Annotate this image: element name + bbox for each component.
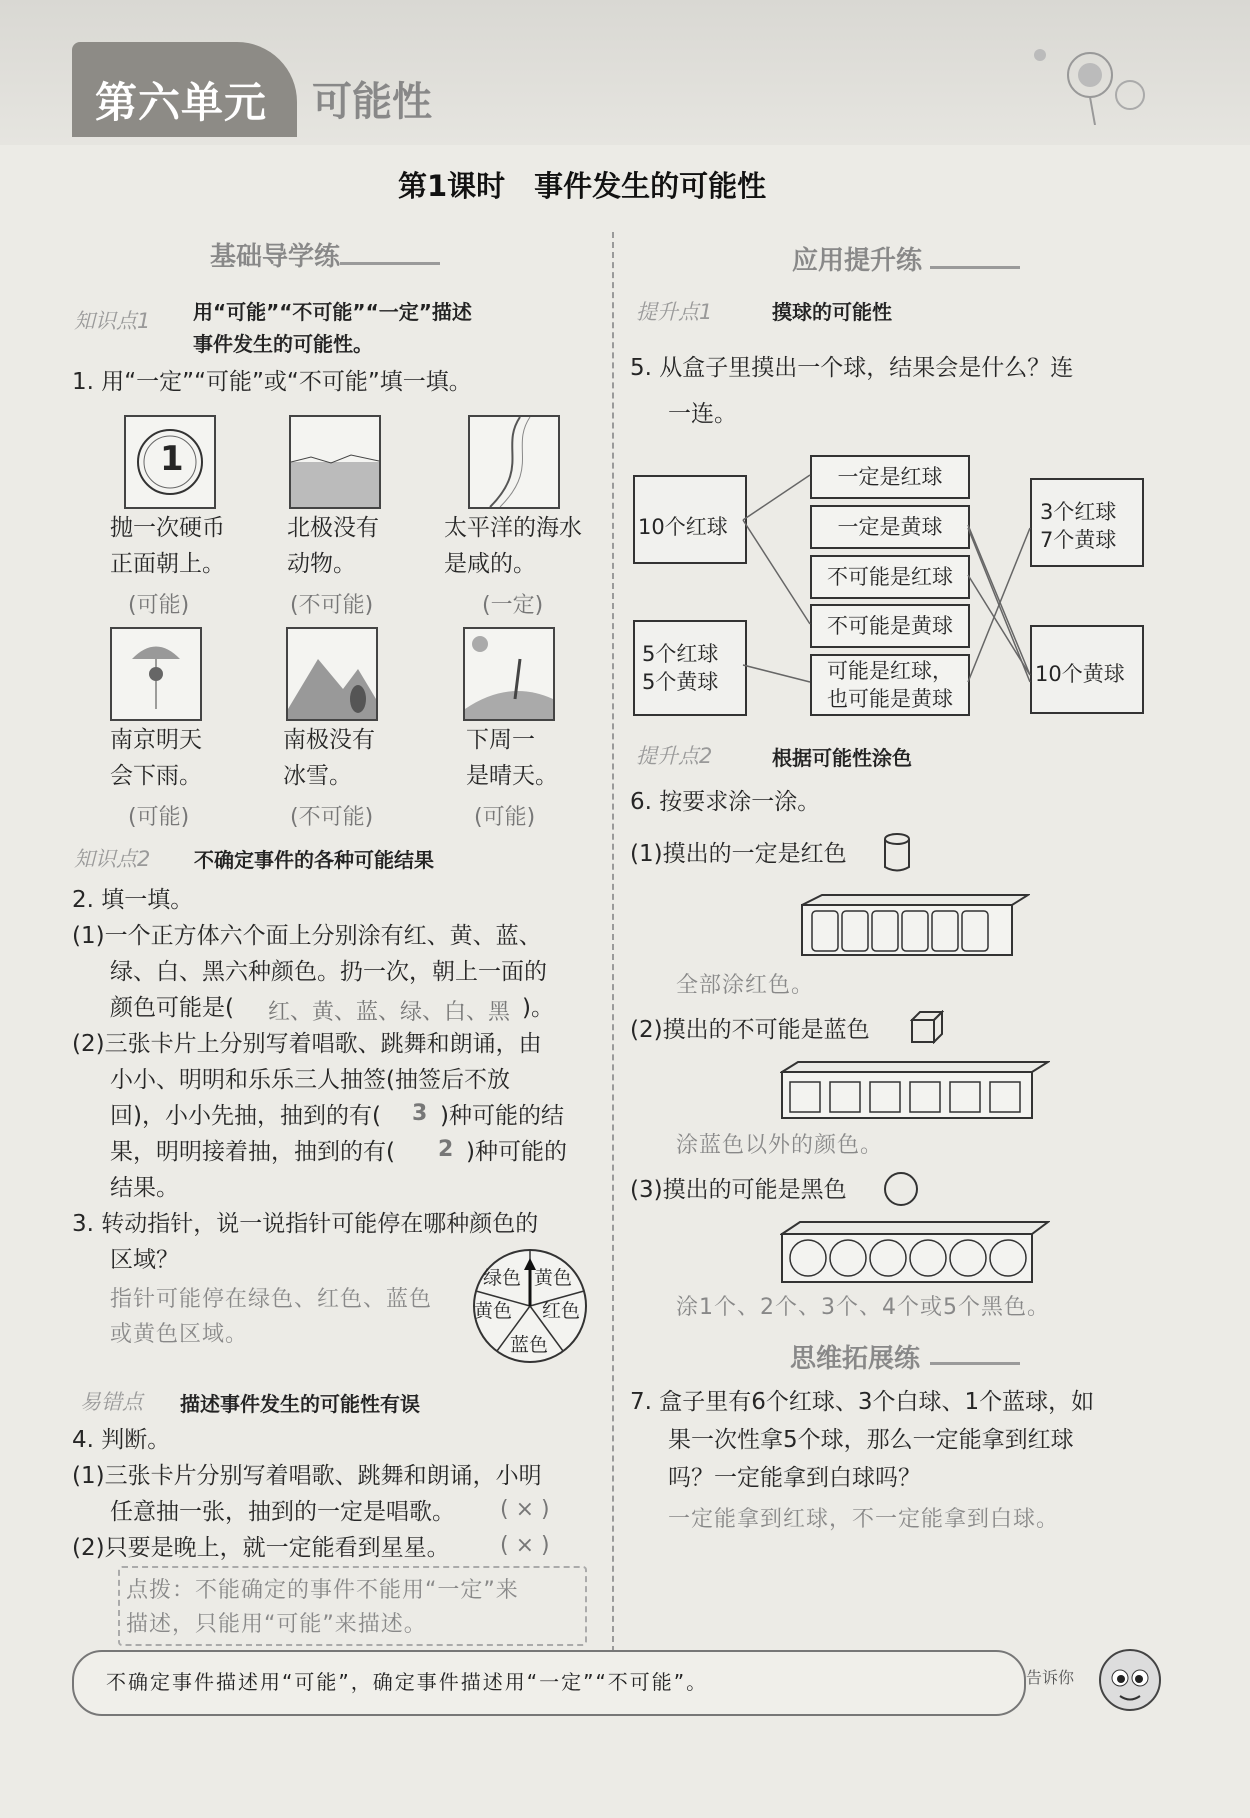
coin-picture: [124, 415, 216, 509]
cube-icon: [910, 1010, 944, 1044]
mistake-point-tag: 易错点: [80, 1390, 143, 1414]
q1-item1-answer: (可能): [128, 593, 190, 618]
q1-item5-answer: (不可能): [290, 805, 374, 830]
coin-denomination: 1: [160, 439, 184, 479]
improve-point-1-desc: 摸球的可能性: [772, 300, 892, 324]
q4-item1-line2: 任意抽一张，抽到的一定是唱歌。: [110, 1499, 455, 1525]
q1-item4-line1: 南京明天: [110, 727, 202, 753]
improve-point-2-tag: 提升点2: [636, 744, 713, 768]
sunflower-decoration-icon: [1000, 25, 1160, 125]
cylinder-icon: [882, 832, 912, 874]
q2-answer-2: 2: [438, 1137, 454, 1162]
q1-item6-answer: (可能): [474, 805, 536, 830]
wheel-label-green: 绿色: [483, 1267, 522, 1289]
knowledge-point-1-desc-line1: 用“可能”“不可能”“一定”描述: [193, 300, 472, 324]
question-7-line1: 7. 盒子里有6个红球、3个白球、1个蓝球，如: [630, 1389, 1095, 1415]
q2-line5: 小小、明明和乐乐三人抽签(抽签后不放: [110, 1067, 510, 1093]
q1-item1-line2: 正面朝上。: [110, 551, 225, 577]
q4-item2: (2)只要是晚上，就一定能看到星星。: [72, 1535, 450, 1561]
lesson-title: 第1课时 事件发生的可能性: [398, 169, 767, 203]
q1-item1-line1: 抛一次硬币: [110, 515, 225, 541]
question-7-line3: 吗？一定能拿到白球吗？: [668, 1465, 921, 1491]
arctic-picture: [289, 415, 381, 509]
q1-item5-line1: 南极没有: [283, 727, 375, 753]
q1-item3-answer: (一定): [482, 593, 544, 618]
section-title-applied: 应用提升练: [792, 246, 923, 276]
cylinders-row: [800, 893, 1030, 958]
wheel-label-red: 红色: [542, 1300, 581, 1322]
knowledge-point-1-tag: 知识点1: [74, 309, 151, 333]
q1-item5-line2: 冰雪。: [283, 763, 352, 789]
option-certain-yellow: 一定是黄球: [810, 505, 970, 549]
q2-line1: (1)一个正方体六个面上分别涂有红、黄、蓝、: [72, 923, 542, 949]
topic-label: 可能性: [312, 79, 432, 125]
option-impossible-yellow: 不可能是黄球: [810, 604, 970, 648]
q2-line3: 颜色可能是(: [110, 995, 234, 1021]
question-4-stem: 4. 判断。: [72, 1427, 171, 1453]
improve-point-2-desc: 根据可能性涂色: [772, 746, 912, 770]
option-possible-both: 可能是红球， 也可能是黄球: [810, 654, 970, 716]
footer-tip-text: 不确定事件描述用“可能”，确定事件描述用“一定”“不可能”。: [106, 1670, 709, 1694]
sunny-picture: [463, 627, 555, 721]
question-6-stem: 6. 按要求涂一涂。: [630, 789, 821, 815]
cubes-row: [780, 1060, 1050, 1122]
unit-label: 第六单元: [95, 78, 268, 127]
question-5-stem-line2: 一连。: [668, 401, 737, 427]
section-underline-3: [930, 1362, 1020, 1365]
option-impossible-red: 不可能是红球: [810, 555, 970, 599]
q6-part1-answer: 全部涂红色。: [676, 973, 815, 998]
question-3-stem-line2: 区域？: [110, 1247, 179, 1273]
balls-row: [780, 1220, 1050, 1286]
q2-line6: 回)，小小先抽，抽到的有(: [110, 1103, 381, 1129]
tip-line1: 点拨：不能确定的事件不能用“一定”来: [126, 1578, 519, 1603]
ball-box-3-7-label: 3个红球 7个黄球: [1040, 500, 1117, 552]
q3-answer-line2: 或黄色区域。: [110, 1322, 249, 1347]
section-underline: [340, 262, 440, 265]
footer-badge: 告诉你: [1026, 1668, 1075, 1687]
question-2-stem: 2. 填一填。: [72, 887, 194, 913]
question-5-stem-line1: 5. 从盒子里摸出一个球，结果会是什么？连: [630, 355, 1074, 381]
q2-line7-end: )种可能的: [466, 1139, 567, 1165]
q1-item3-line2: 是咸的。: [444, 551, 536, 577]
wheel-label-yellow-2: 黄色: [474, 1300, 513, 1322]
question-7-line2: 果一次性拿5个球，那么一定能拿到红球: [668, 1427, 1074, 1453]
q2-line4: (2)三张卡片上分别写着唱歌、跳舞和朗诵，由: [72, 1031, 542, 1057]
q4-item1-answer: ( × ): [500, 1497, 550, 1522]
knowledge-point-2-desc: 不确定事件的各种可能结果: [194, 848, 434, 872]
option-certain-red: 一定是红球: [810, 455, 970, 499]
q2-line7: 果，明明接着抽，抽到的有(: [110, 1139, 395, 1165]
ball-box-10-yellow-label: 10个黄球: [1035, 662, 1125, 686]
ball-icon: [882, 1170, 920, 1208]
q1-item6-line1: 下周一: [466, 727, 535, 753]
ball-box-10-red-label: 10个红球: [638, 515, 728, 539]
rain-girl-picture: [110, 627, 202, 721]
q1-item4-line2: 会下雨。: [110, 763, 202, 789]
knowledge-point-2-tag: 知识点2: [74, 847, 151, 871]
q6-part3-answer: 涂1个、2个、3个、4个或5个黑色。: [676, 1295, 1050, 1320]
q2-line3-end: )。: [522, 995, 554, 1021]
antarctic-picture: [286, 627, 378, 721]
q6-part3: (3)摸出的可能是黑色: [630, 1177, 847, 1203]
ocean-picture: [468, 415, 560, 509]
ball-box-5-5-label: 5个红球 5个黄球: [642, 642, 719, 694]
q6-part1: (1)摸出的一定是红色: [630, 841, 847, 867]
q1-item2-answer: (不可能): [290, 593, 374, 618]
q1-item2-line2: 动物。: [287, 551, 356, 577]
matching-lines: [740, 450, 1040, 720]
mistake-point-desc: 描述事件发生的可能性有误: [180, 1392, 420, 1416]
q1-item3-line1: 太平洋的海水: [444, 515, 582, 541]
knowledge-point-1-desc-line2: 事件发生的可能性。: [193, 332, 373, 356]
q3-answer-line1: 指针可能停在绿色、红色、蓝色: [110, 1287, 433, 1312]
q4-item2-answer: ( × ): [500, 1533, 550, 1558]
q2-answer-colors: 红、黄、蓝、绿、白、黑: [268, 1000, 511, 1025]
q2-line2: 绿、白、黑六种颜色。扔一次，朝上一面的: [110, 959, 547, 985]
q2-answer-3: 3: [412, 1101, 428, 1126]
question-3-stem-line1: 3. 转动指针，说一说指针可能停在哪种颜色的: [72, 1211, 539, 1237]
section-underline-2: [930, 266, 1020, 269]
wheel-label-blue: 蓝色: [510, 1334, 549, 1356]
improve-point-1-tag: 提升点1: [636, 300, 713, 324]
column-divider: [612, 232, 614, 1652]
q1-item6-line2: 是晴天。: [466, 763, 558, 789]
q4-item1-line1: (1)三张卡片分别写着唱歌、跳舞和朗诵，小明: [72, 1463, 542, 1489]
q6-part2: (2)摸出的不可能是蓝色: [630, 1017, 870, 1043]
section-title-thinking: 思维拓展练: [790, 1344, 921, 1374]
q6-part2-answer: 涂蓝色以外的颜色。: [676, 1133, 884, 1158]
tip-line2: 描述，只能用“可能”来描述。: [126, 1612, 427, 1637]
question-7-answer: 一定能拿到红球，不一定能拿到白球。: [668, 1507, 1060, 1532]
question-1-stem: 1. 用“一定”“可能”或“不可能”填一填。: [72, 369, 472, 395]
q2-line6-end: )种可能的结: [440, 1103, 564, 1129]
wheel-label-yellow-1: 黄色: [534, 1267, 573, 1289]
q1-item4-answer: (可能): [128, 805, 190, 830]
mascot-icon: [1090, 1640, 1170, 1725]
section-title-basic: 基础导学练: [210, 242, 341, 272]
q1-item2-line1: 北极没有: [287, 515, 379, 541]
q2-line8: 结果。: [110, 1175, 179, 1201]
